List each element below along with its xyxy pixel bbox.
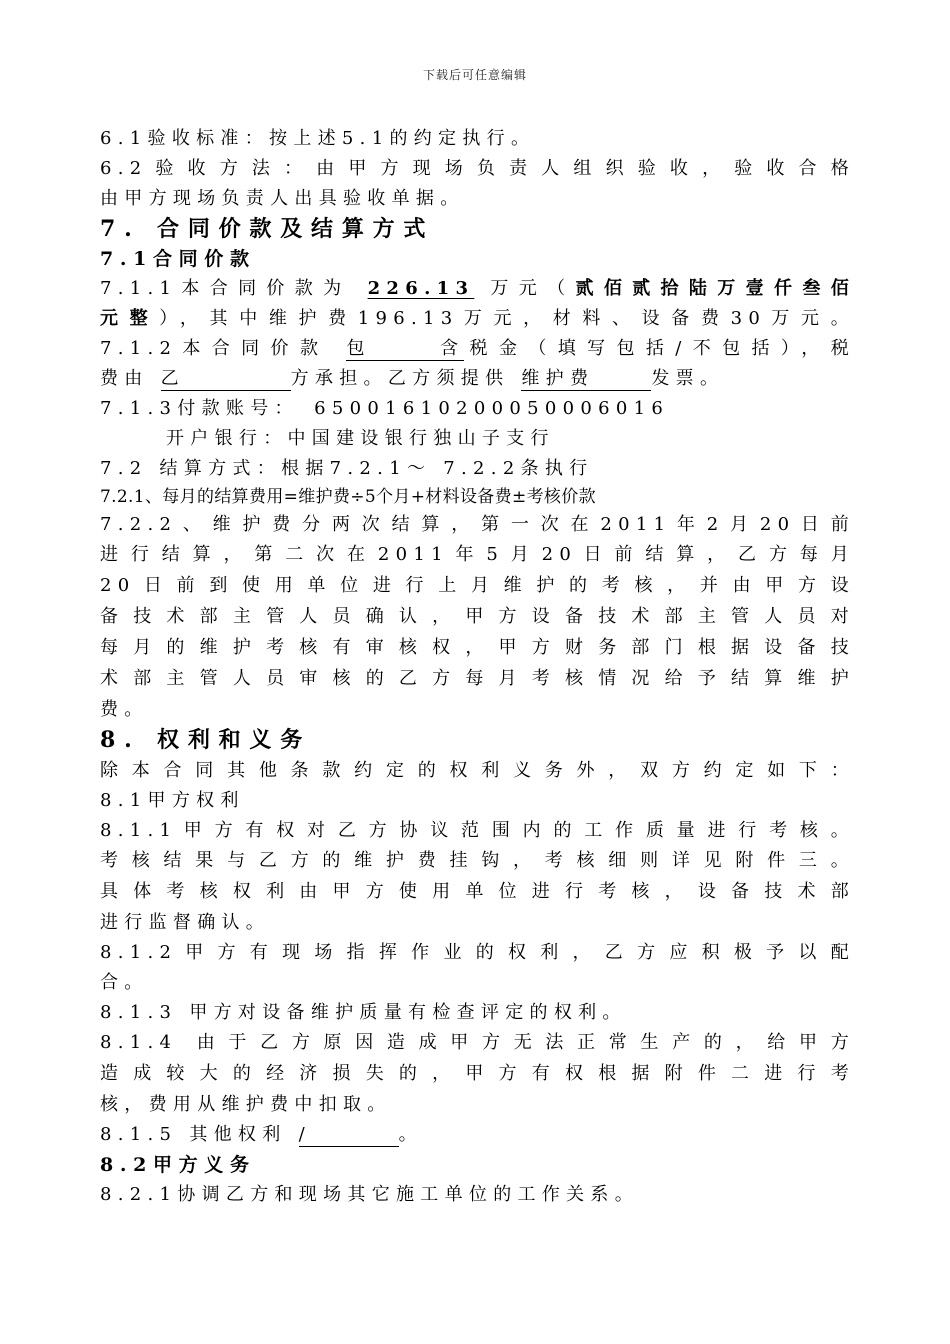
clause-7-2-2-line: 20日前到使用单位进行上月维护的考核，并由甲方设 (100, 575, 855, 596)
clause-7-1-1-line-2 (100, 304, 855, 334)
clause-7-2-2-line: 费。 (100, 699, 149, 720)
section-8-1-heading: 8.1甲方权利 (100, 790, 245, 811)
clause-6-1: 6.1验收标准：按上述5.1的约定执行。 (100, 128, 536, 149)
clause-7-1-1-line-1 (100, 274, 855, 304)
clause-8-1-1-line: 具体考核权利由甲方使用单位进行考核，设备技术部 (100, 881, 855, 902)
section-7-heading: 7. 合同价款及结算方式 (100, 216, 435, 242)
clause-7-1-3-account: 7.1.3付款账号： 65001610200050006016 (100, 398, 670, 419)
tax-bearer-field: 乙 (161, 368, 291, 391)
invoice-type-field: 维护费 (521, 368, 651, 391)
clause-8-1-2-line: 合。 (100, 972, 149, 993)
section-7-1-heading: 7.1合同价款 (100, 248, 256, 270)
other-rights-field: / (299, 1124, 399, 1147)
tax-bearer-suffix: 发票。 (651, 368, 725, 389)
clause-8-1-5-label: 8.1.5 其他权利 (100, 1124, 287, 1145)
tax-included-field: 包含 (346, 338, 465, 359)
page-header: 下载后可任意编辑 (422, 68, 527, 82)
clause-7-2-2-line: 备技术部主管人员确认，甲方设备技术部主管人员对 (100, 606, 855, 627)
amount-in-words-end: 元整 (100, 308, 160, 329)
clause-7-1-1-prefix: 7.1.1本合同价款为 (100, 278, 352, 299)
clause-7-2-2-line: 术部主管人员审核的乙方每月考核情况给予结算维护 (100, 668, 855, 689)
clause-8-2-1: 8.2.1协调乙方和现场其它施工单位的工作关系。 (100, 1184, 639, 1205)
clause-7-1-1-rest: ），其中维护费196.13万元，材料、设备费30万元。 (159, 308, 855, 329)
clause-8-1-5-end: 。 (398, 1124, 423, 1145)
clause-8-1-1-line: 考核结果与乙方的维护费挂钩，考核细则详见附件三。 (100, 850, 855, 871)
clause-8-1-3: 8.1.3 甲方对设备维护质量有检查评定的权利。 (100, 1002, 627, 1023)
clause-6-2-line-2: 由甲方现场负责人出具验收单据。 (100, 188, 465, 209)
clause-7-2-2-line: 7.2.2、维护费分两次结算，第一次在2011年2月20日前 (100, 514, 855, 535)
tax-bearer-middle: 方承担。乙方须提供 (290, 368, 510, 389)
clause-7-1-2-suffix: 税金（填写包括/不包括），税 (464, 338, 855, 359)
clause-8-1-4-line: 8.1.4 由于乙方原因造成甲方无法正常生产的，给甲方 (100, 1032, 855, 1053)
clause-7-2-2-line: 每月的维护考核有审核权，甲方财务部门根据设备技 (100, 637, 855, 658)
clause-7-2-2-line: 进行结算，第二次在2011年5月20日前结算，乙方每月 (100, 544, 855, 565)
clause-8-1-4-line: 造成较大的经济损失的，甲方有权根据附件二进行考 (100, 1063, 855, 1084)
clause-7-2: 7.2 结算方式：根据7.2.1～ 7.2.2条执行 (100, 458, 594, 479)
clause-8-1-2-line: 8.1.2甲方有现场指挥作业的权利，乙方应积极予以配 (100, 942, 855, 963)
clause-7-2-1: 7.2.1、每月的结算费用=维护费÷5个月+材料设备费±考核价款 (100, 487, 596, 507)
clause-8-1-1-line: 8.1.1甲方有权对乙方协议范围内的工作质量进行考核。 (100, 820, 855, 841)
contract-amount: 226.13 (367, 278, 475, 299)
clause-8-1-4-line: 核，费用从维护费中扣取。 (100, 1094, 392, 1115)
clause-7-1-2-line-2 (100, 364, 855, 394)
clause-8-1-5 (100, 1120, 855, 1150)
amount-unit: 万元（ (490, 278, 576, 299)
clause-7-1-3-bank: 开户银行：中国建设银行独山子支行 (166, 428, 555, 449)
tax-bearer-prefix: 费由 (100, 368, 149, 389)
section-8-intro: 除本合同其他条款约定的权利义务外，双方约定如下： (100, 760, 855, 781)
section-8-2-heading: 8.2甲方义务 (100, 1154, 256, 1176)
clause-8-1-1-line: 进行监督确认。 (100, 912, 271, 933)
clause-7-1-2-prefix: 7.1.2本合同价款 (100, 338, 330, 359)
section-8-heading: 8. 权利和义务 (100, 727, 312, 753)
clause-6-2-line-1: 6.2验收方法：由甲方现场负责人组织验收，验收合格 (100, 158, 855, 179)
clause-7-1-2-line-1 (100, 334, 855, 364)
amount-in-words: 贰佰贰拾陆万壹仟叁佰 (575, 278, 856, 299)
